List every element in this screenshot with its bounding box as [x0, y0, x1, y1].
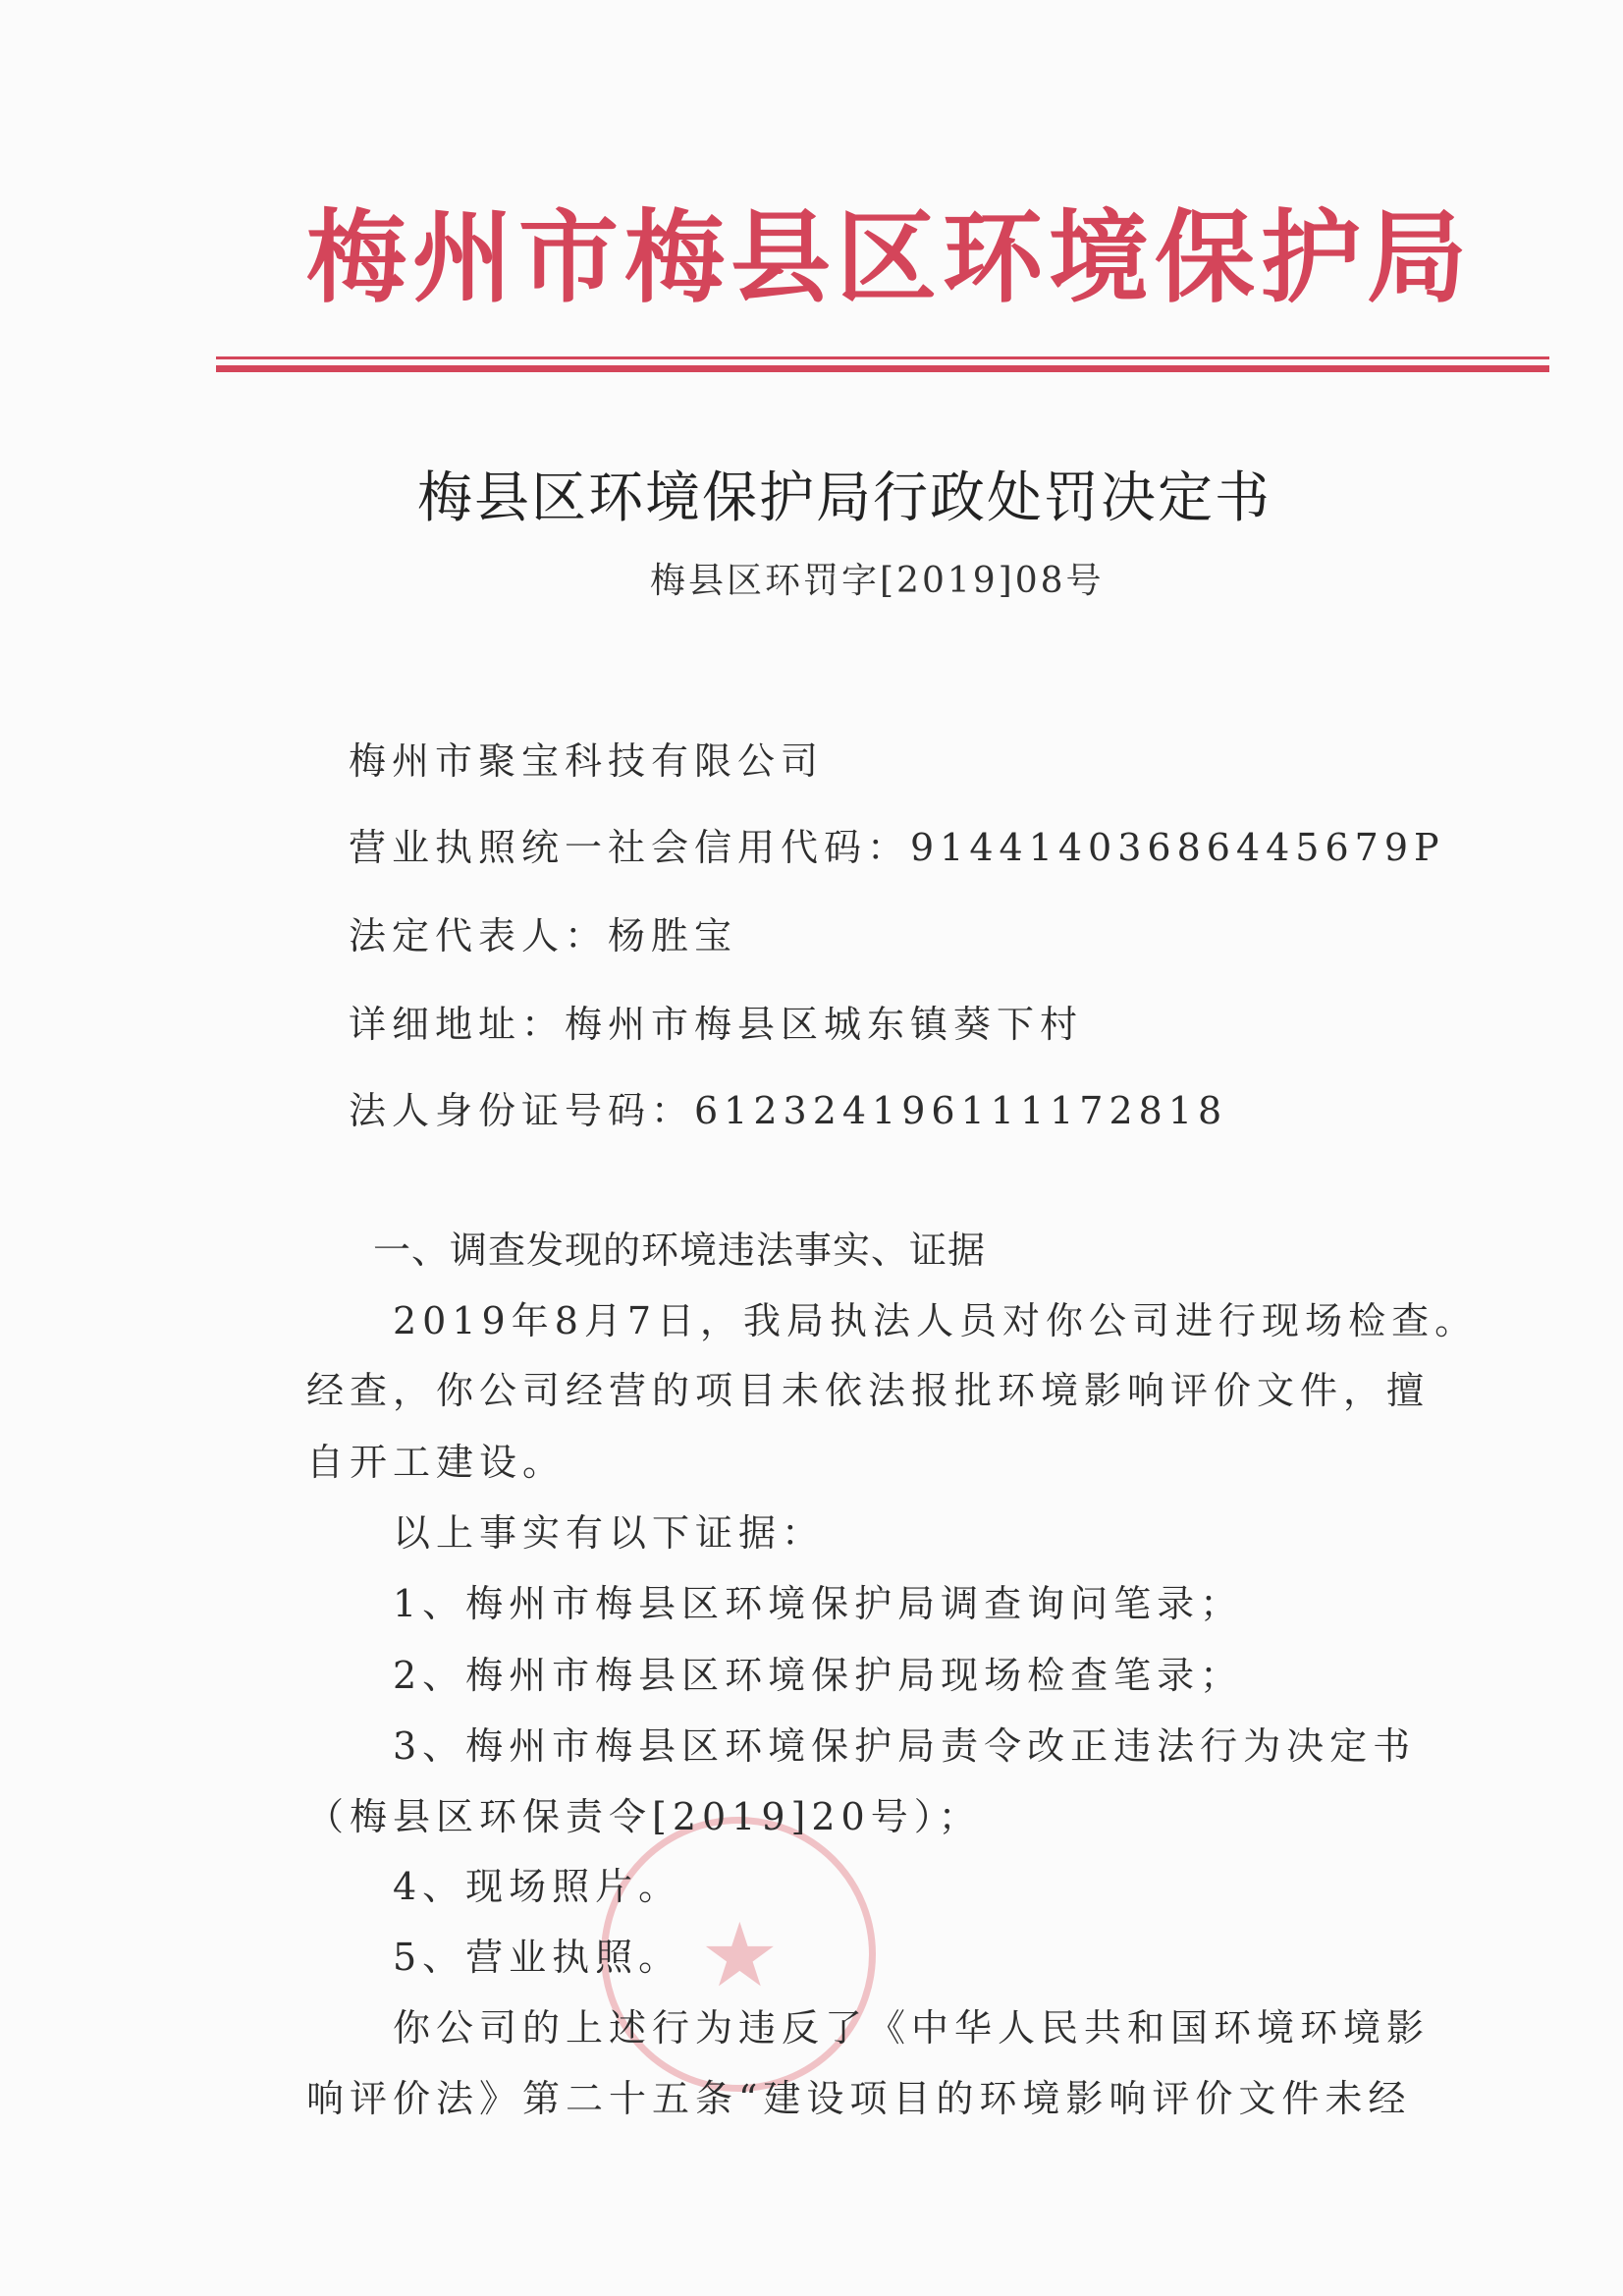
party-address: 详细地址：梅州市梅县区城东镇葵下村 [349, 1003, 1084, 1046]
evidence-intro: 以上事实有以下证据： [393, 1511, 826, 1555]
evidence-item: 4、现场照片。 [393, 1865, 682, 1908]
section-heading-facts-evidence: 一、调查发现的环境违法事实、证据 [373, 1229, 987, 1272]
evidence-item: 5、营业执照。 [393, 1936, 682, 1979]
evidence-item: 3、梅州市梅县区环境保护局责令改正违法行为决定书 [393, 1724, 1417, 1768]
facts-paragraph-line: 自开工建设。 [306, 1441, 567, 1484]
party-legal-representative: 法定代表人：杨胜宝 [349, 914, 738, 957]
facts-paragraph-line: 经查，你公司经营的项目未依法报批环境影响评价文件，擅 [306, 1369, 1431, 1412]
evidence-item-continuation: （梅县区环保责令[2019]20号）； [306, 1795, 982, 1838]
party-company-name: 梅州市聚宝科技有限公司 [349, 739, 825, 783]
agency-letterhead-title: 梅州市梅县区环境保护局 [306, 199, 1473, 317]
star-icon: ★ [700, 1904, 780, 2007]
facts-paragraph-line: 2019年8月7日，我局执法人员对你公司进行现场检查。 [393, 1299, 1479, 1342]
letterhead-divider-thin [216, 356, 1549, 359]
evidence-item: 2、梅州市梅县区环境保护局现场检查笔录； [393, 1654, 1244, 1697]
violation-paragraph-line: 你公司的上述行为违反了《中华人民共和国环境环境影 [393, 2006, 1431, 2050]
violation-paragraph-line: 响评价法》第二十五条“建设项目的环境影响评价文件未经 [306, 2077, 1412, 2120]
letterhead-divider-thick [216, 365, 1549, 372]
evidence-item: 1、梅州市梅县区环境保护局调查询问笔录； [393, 1582, 1244, 1625]
party-credit-code: 营业执照统一社会信用代码：91441403686445679P [349, 826, 1445, 869]
document-number: 梅县区环罚字[2019]08号 [650, 561, 1105, 601]
document-title: 梅县区环境保护局行政处罚决定书 [417, 466, 1271, 530]
party-id-number: 法人身份证号码：612324196111172818 [349, 1089, 1228, 1132]
